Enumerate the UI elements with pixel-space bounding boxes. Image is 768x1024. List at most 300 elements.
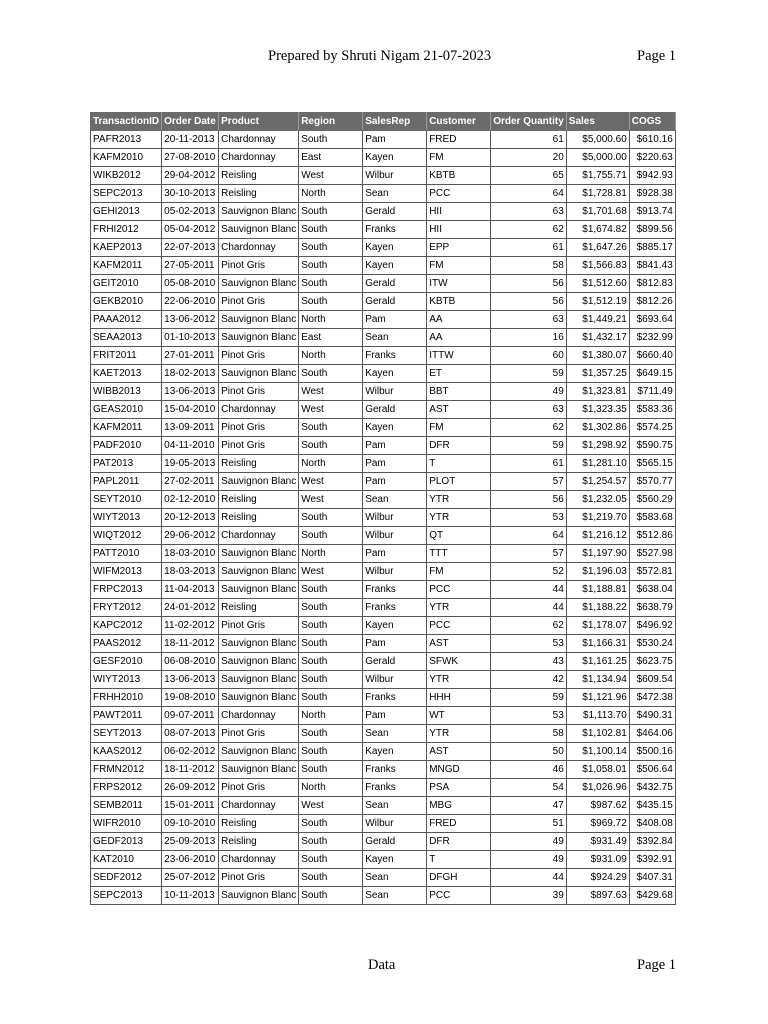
cell-sales-rep: Sean xyxy=(363,887,427,905)
cell-sales-rep: Franks xyxy=(363,689,427,707)
cell-region: South xyxy=(299,581,363,599)
cell-order-quantity: 49 xyxy=(491,851,567,869)
cell-product: Sauvignon Blanc xyxy=(219,473,299,491)
cell-customer: EPP xyxy=(427,239,491,257)
table-row xyxy=(91,779,676,797)
cell-sales-rep: Gerald xyxy=(363,401,427,419)
cell-cogs: $496.92 xyxy=(629,617,675,635)
cell-customer: FM xyxy=(427,257,491,275)
cell-cogs: $512.86 xyxy=(629,527,675,545)
cell-product: Sauvignon Blanc xyxy=(219,545,299,563)
cell-cogs: $530.24 xyxy=(629,635,675,653)
cell-product: Chardonnay xyxy=(219,851,299,869)
cell-product: Chardonnay xyxy=(219,149,299,167)
cell-order-date: 06-02-2012 xyxy=(162,743,219,761)
cell-product: Sauvignon Blanc xyxy=(219,689,299,707)
cell-order-date: 15-04-2010 xyxy=(162,401,219,419)
cell-sales: $5,000.60 xyxy=(566,131,629,149)
cell-product: Pinot Gris xyxy=(219,347,299,365)
cell-transaction-id: GEHI2013 xyxy=(91,203,162,221)
cell-customer: KBTB xyxy=(427,293,491,311)
cell-customer: MBG xyxy=(427,797,491,815)
cell-transaction-id: PAFR2013 xyxy=(91,131,162,149)
cell-customer: MNGD xyxy=(427,761,491,779)
cell-customer: FM xyxy=(427,149,491,167)
cell-region: North xyxy=(299,347,363,365)
cell-order-date: 01-10-2013 xyxy=(162,329,219,347)
table-row xyxy=(91,887,676,905)
cell-sales: $1,188.22 xyxy=(566,599,629,617)
cell-cogs: $660.40 xyxy=(629,347,675,365)
cell-region: South xyxy=(299,509,363,527)
cell-order-quantity: 49 xyxy=(491,833,567,851)
cell-customer: PCC xyxy=(427,185,491,203)
cell-transaction-id: PADF2010 xyxy=(91,437,162,455)
cell-sales-rep: Pam xyxy=(363,707,427,725)
cell-cogs: $506.64 xyxy=(629,761,675,779)
cell-cogs: $942.93 xyxy=(629,167,675,185)
column-header-customer: Customer xyxy=(427,113,491,131)
table-row xyxy=(91,491,676,509)
cell-sales: $1,357.25 xyxy=(566,365,629,383)
cell-cogs: $392.84 xyxy=(629,833,675,851)
cell-region: South xyxy=(299,293,363,311)
cell-sales-rep: Kayen xyxy=(363,239,427,257)
cell-product: Sauvignon Blanc xyxy=(219,221,299,239)
cell-transaction-id: FRIT2011 xyxy=(91,347,162,365)
cell-cogs: $693.64 xyxy=(629,311,675,329)
cell-sales-rep: Kayen xyxy=(363,257,427,275)
cell-transaction-id: WIYT2013 xyxy=(91,509,162,527)
cell-customer: YTR xyxy=(427,491,491,509)
cell-sales-rep: Wilbur xyxy=(363,671,427,689)
cell-product: Reisling xyxy=(219,491,299,509)
cell-transaction-id: WIFR2010 xyxy=(91,815,162,833)
cell-sales-rep: Franks xyxy=(363,779,427,797)
cell-transaction-id: PAT2013 xyxy=(91,455,162,473)
table-row xyxy=(91,329,676,347)
cell-product: Pinot Gris xyxy=(219,419,299,437)
cell-order-quantity: 64 xyxy=(491,185,567,203)
cell-order-quantity: 39 xyxy=(491,887,567,905)
cell-sales: $1,566.83 xyxy=(566,257,629,275)
sales-data-table xyxy=(90,112,676,905)
table-row xyxy=(91,203,676,221)
cell-order-quantity: 62 xyxy=(491,617,567,635)
cell-order-date: 18-11-2012 xyxy=(162,761,219,779)
cell-sales: $1,113.70 xyxy=(566,707,629,725)
cell-sales-rep: Franks xyxy=(363,761,427,779)
cell-sales: $1,197.90 xyxy=(566,545,629,563)
cell-sales-rep: Gerald xyxy=(363,203,427,221)
cell-sales-rep: Wilbur xyxy=(363,509,427,527)
cell-sales: $1,026.96 xyxy=(566,779,629,797)
cell-region: West xyxy=(299,401,363,419)
cell-product: Sauvignon Blanc xyxy=(219,761,299,779)
cell-region: South xyxy=(299,419,363,437)
cell-sales: $1,178.07 xyxy=(566,617,629,635)
cell-order-date: 13-06-2013 xyxy=(162,383,219,401)
column-header-product: Product xyxy=(219,113,299,131)
cell-order-date: 11-02-2012 xyxy=(162,617,219,635)
cell-sales: $1,323.81 xyxy=(566,383,629,401)
cell-sales-rep: Sean xyxy=(363,185,427,203)
cell-sales-rep: Gerald xyxy=(363,293,427,311)
cell-sales-rep: Kayen xyxy=(363,743,427,761)
cell-cogs: $812.83 xyxy=(629,275,675,293)
cell-order-date: 29-06-2012 xyxy=(162,527,219,545)
cell-region: West xyxy=(299,383,363,401)
table-row xyxy=(91,797,676,815)
cell-product: Chardonnay xyxy=(219,239,299,257)
cell-cogs: $928.38 xyxy=(629,185,675,203)
cell-order-date: 13-06-2012 xyxy=(162,311,219,329)
cell-region: South xyxy=(299,365,363,383)
cell-sales-rep: Pam xyxy=(363,437,427,455)
cell-sales: $1,219.70 xyxy=(566,509,629,527)
cell-sales: $1,161.25 xyxy=(566,653,629,671)
cell-region: South xyxy=(299,851,363,869)
cell-product: Pinot Gris xyxy=(219,869,299,887)
cell-customer: HII xyxy=(427,203,491,221)
cell-transaction-id: SEAA2013 xyxy=(91,329,162,347)
cell-sales-rep: Pam xyxy=(363,455,427,473)
cell-order-date: 25-09-2013 xyxy=(162,833,219,851)
table-row xyxy=(91,671,676,689)
cell-transaction-id: KAFM2011 xyxy=(91,257,162,275)
cell-sales: $1,432.17 xyxy=(566,329,629,347)
cell-cogs: $841.43 xyxy=(629,257,675,275)
table-row xyxy=(91,599,676,617)
cell-customer: ITTW xyxy=(427,347,491,365)
cell-transaction-id: KAPC2012 xyxy=(91,617,162,635)
cell-product: Reisling xyxy=(219,599,299,617)
table-row xyxy=(91,311,676,329)
table-row xyxy=(91,401,676,419)
table-row xyxy=(91,725,676,743)
cell-region: South xyxy=(299,653,363,671)
cell-order-quantity: 62 xyxy=(491,221,567,239)
cell-sales-rep: Pam xyxy=(363,131,427,149)
cell-transaction-id: PAAS2012 xyxy=(91,635,162,653)
cell-sales: $1,674.82 xyxy=(566,221,629,239)
cell-order-quantity: 52 xyxy=(491,563,567,581)
cell-order-quantity: 57 xyxy=(491,545,567,563)
table-row xyxy=(91,221,676,239)
cell-sales: $924.29 xyxy=(566,869,629,887)
cell-transaction-id: WIYT2013 xyxy=(91,671,162,689)
table-row xyxy=(91,455,676,473)
table-row xyxy=(91,167,676,185)
cell-customer: HHH xyxy=(427,689,491,707)
cell-sales: $1,166.31 xyxy=(566,635,629,653)
cell-transaction-id: WIBB2013 xyxy=(91,383,162,401)
cell-transaction-id: FRYT2012 xyxy=(91,599,162,617)
cell-product: Sauvignon Blanc xyxy=(219,653,299,671)
table-row xyxy=(91,761,676,779)
cell-transaction-id: GESF2010 xyxy=(91,653,162,671)
cell-order-quantity: 59 xyxy=(491,689,567,707)
cell-order-quantity: 65 xyxy=(491,167,567,185)
cell-sales: $1,134.94 xyxy=(566,671,629,689)
cell-order-date: 15-01-2011 xyxy=(162,797,219,815)
cell-order-date: 18-03-2013 xyxy=(162,563,219,581)
table-row xyxy=(91,257,676,275)
cell-sales-rep: Franks xyxy=(363,347,427,365)
cell-transaction-id: SEMB2011 xyxy=(91,797,162,815)
cell-product: Pinot Gris xyxy=(219,437,299,455)
cell-region: South xyxy=(299,671,363,689)
table-row xyxy=(91,275,676,293)
cell-sales: $1,254.57 xyxy=(566,473,629,491)
cell-order-quantity: 61 xyxy=(491,131,567,149)
cell-order-date: 02-12-2010 xyxy=(162,491,219,509)
table-row xyxy=(91,473,676,491)
cell-sales: $1,755.71 xyxy=(566,167,629,185)
cell-sales: $931.49 xyxy=(566,833,629,851)
cell-order-date: 09-10-2010 xyxy=(162,815,219,833)
cell-customer: WT xyxy=(427,707,491,725)
table-row xyxy=(91,869,676,887)
cell-order-quantity: 54 xyxy=(491,779,567,797)
cell-transaction-id: FRPS2012 xyxy=(91,779,162,797)
cell-customer: T xyxy=(427,851,491,869)
footer-page-number: Page 1 xyxy=(637,957,677,973)
cell-cogs: $407.31 xyxy=(629,869,675,887)
cell-region: South xyxy=(299,833,363,851)
cell-transaction-id: FRHI2012 xyxy=(91,221,162,239)
cell-order-date: 13-06-2013 xyxy=(162,671,219,689)
cell-order-quantity: 56 xyxy=(491,293,567,311)
cell-sales-rep: Kayen xyxy=(363,419,427,437)
cell-customer: YTR xyxy=(427,725,491,743)
cell-product: Chardonnay xyxy=(219,401,299,419)
prepared-by-text: Prepared by Shruti Nigam 21-07-2023 xyxy=(268,48,492,64)
cell-order-quantity: 53 xyxy=(491,707,567,725)
cell-order-quantity: 63 xyxy=(491,203,567,221)
header-row xyxy=(91,113,676,131)
cell-customer: YTR xyxy=(427,671,491,689)
cell-region: West xyxy=(299,491,363,509)
cell-sales-rep: Kayen xyxy=(363,365,427,383)
cell-region: South xyxy=(299,221,363,239)
cell-cogs: $560.29 xyxy=(629,491,675,509)
cell-region: West xyxy=(299,167,363,185)
cell-sales: $987.62 xyxy=(566,797,629,815)
cell-order-quantity: 63 xyxy=(491,401,567,419)
cell-region: South xyxy=(299,599,363,617)
column-header-transaction-id: TransactionID xyxy=(91,113,162,131)
cell-sales-rep: Sean xyxy=(363,797,427,815)
cell-transaction-id: KAT2010 xyxy=(91,851,162,869)
cell-product: Pinot Gris xyxy=(219,257,299,275)
cell-product: Sauvignon Blanc xyxy=(219,581,299,599)
cell-transaction-id: KAET2013 xyxy=(91,365,162,383)
column-header-sales: Sales xyxy=(566,113,629,131)
cell-region: North xyxy=(299,707,363,725)
cell-sales: $1,121.96 xyxy=(566,689,629,707)
table-row xyxy=(91,815,676,833)
cell-sales-rep: Sean xyxy=(363,869,427,887)
cell-product: Sauvignon Blanc xyxy=(219,563,299,581)
cell-cogs: $610.16 xyxy=(629,131,675,149)
cell-order-quantity: 63 xyxy=(491,311,567,329)
cell-product: Reisling xyxy=(219,833,299,851)
cell-customer: PCC xyxy=(427,581,491,599)
table-row xyxy=(91,293,676,311)
cell-customer: YTR xyxy=(427,599,491,617)
cell-sales-rep: Gerald xyxy=(363,833,427,851)
cell-product: Sauvignon Blanc xyxy=(219,329,299,347)
cell-product: Reisling xyxy=(219,167,299,185)
cell-order-date: 29-04-2012 xyxy=(162,167,219,185)
cell-sales-rep: Pam xyxy=(363,635,427,653)
cell-order-quantity: 49 xyxy=(491,383,567,401)
cell-order-date: 30-10-2013 xyxy=(162,185,219,203)
cell-order-quantity: 46 xyxy=(491,761,567,779)
cell-customer: AST xyxy=(427,635,491,653)
cell-region: South xyxy=(299,131,363,149)
cell-sales: $1,380.07 xyxy=(566,347,629,365)
cell-region: North xyxy=(299,185,363,203)
cell-customer: KBTB xyxy=(427,167,491,185)
cell-order-quantity: 47 xyxy=(491,797,567,815)
cell-cogs: $812.26 xyxy=(629,293,675,311)
cell-cogs: $490.31 xyxy=(629,707,675,725)
cell-order-date: 27-02-2011 xyxy=(162,473,219,491)
cell-customer: SFWK xyxy=(427,653,491,671)
cell-transaction-id: GEIT2010 xyxy=(91,275,162,293)
cell-customer: DFR xyxy=(427,437,491,455)
cell-transaction-id: SEPC2013 xyxy=(91,185,162,203)
cell-region: South xyxy=(299,869,363,887)
cell-order-date: 08-07-2013 xyxy=(162,725,219,743)
table-row xyxy=(91,383,676,401)
cell-customer: AST xyxy=(427,401,491,419)
cell-sales: $1,232.05 xyxy=(566,491,629,509)
cell-product: Pinot Gris xyxy=(219,779,299,797)
cell-order-date: 05-04-2012 xyxy=(162,221,219,239)
cell-region: East xyxy=(299,149,363,167)
cell-sales-rep: Sean xyxy=(363,725,427,743)
page-header xyxy=(0,48,768,68)
cell-order-date: 05-02-2013 xyxy=(162,203,219,221)
cell-order-quantity: 50 xyxy=(491,743,567,761)
cell-transaction-id: GEDF2013 xyxy=(91,833,162,851)
cell-sales-rep: Kayen xyxy=(363,149,427,167)
cell-transaction-id: KAEP2013 xyxy=(91,239,162,257)
cell-order-date: 23-06-2010 xyxy=(162,851,219,869)
cell-order-quantity: 42 xyxy=(491,671,567,689)
cell-product: Chardonnay xyxy=(219,797,299,815)
cell-cogs: $220.63 xyxy=(629,149,675,167)
cell-customer: HII xyxy=(427,221,491,239)
cell-transaction-id: SEYT2013 xyxy=(91,725,162,743)
cell-cogs: $572.81 xyxy=(629,563,675,581)
column-header-cogs: COGS xyxy=(629,113,675,131)
table-row xyxy=(91,149,676,167)
cell-sales: $1,302.86 xyxy=(566,419,629,437)
cell-order-quantity: 20 xyxy=(491,149,567,167)
cell-cogs: $408.08 xyxy=(629,815,675,833)
cell-order-quantity: 44 xyxy=(491,599,567,617)
cell-sales-rep: Wilbur xyxy=(363,815,427,833)
cell-product: Sauvignon Blanc xyxy=(219,203,299,221)
cell-order-date: 11-04-2013 xyxy=(162,581,219,599)
cell-sales: $1,728.81 xyxy=(566,185,629,203)
cell-transaction-id: GEAS2010 xyxy=(91,401,162,419)
cell-order-date: 25-07-2012 xyxy=(162,869,219,887)
cell-sales: $1,281.10 xyxy=(566,455,629,473)
cell-cogs: $638.79 xyxy=(629,599,675,617)
cell-product: Sauvignon Blanc xyxy=(219,275,299,293)
cell-order-date: 06-08-2010 xyxy=(162,653,219,671)
cell-cogs: $565.15 xyxy=(629,455,675,473)
cell-order-quantity: 62 xyxy=(491,419,567,437)
cell-transaction-id: FRHH2010 xyxy=(91,689,162,707)
cell-region: South xyxy=(299,743,363,761)
table-row xyxy=(91,545,676,563)
table-row xyxy=(91,833,676,851)
cell-region: North xyxy=(299,779,363,797)
cell-order-quantity: 51 xyxy=(491,815,567,833)
table-row xyxy=(91,653,676,671)
cell-region: South xyxy=(299,761,363,779)
cell-transaction-id: WIKB2012 xyxy=(91,167,162,185)
cell-order-date: 22-07-2013 xyxy=(162,239,219,257)
cell-product: Sauvignon Blanc xyxy=(219,365,299,383)
cell-order-quantity: 53 xyxy=(491,635,567,653)
cell-customer: PCC xyxy=(427,617,491,635)
cell-sales: $969.72 xyxy=(566,815,629,833)
column-header-order-date: Order Date xyxy=(162,113,219,131)
table-row xyxy=(91,563,676,581)
cell-transaction-id: FRPC2013 xyxy=(91,581,162,599)
cell-customer: PLOT xyxy=(427,473,491,491)
cell-order-quantity: 64 xyxy=(491,527,567,545)
cell-sales: $1,512.60 xyxy=(566,275,629,293)
cell-sales-rep: Wilbur xyxy=(363,563,427,581)
cell-product: Chardonnay xyxy=(219,707,299,725)
cell-order-date: 20-12-2013 xyxy=(162,509,219,527)
cell-cogs: $583.36 xyxy=(629,401,675,419)
cell-sales-rep: Wilbur xyxy=(363,527,427,545)
cell-sales-rep: Sean xyxy=(363,329,427,347)
cell-sales: $1,701.68 xyxy=(566,203,629,221)
cell-sales-rep: Pam xyxy=(363,545,427,563)
cell-sales: $1,449.21 xyxy=(566,311,629,329)
cell-customer: DFR xyxy=(427,833,491,851)
cell-transaction-id: KAAS2012 xyxy=(91,743,162,761)
cell-order-quantity: 58 xyxy=(491,257,567,275)
cell-region: South xyxy=(299,275,363,293)
cell-region: North xyxy=(299,311,363,329)
cell-customer: FRED xyxy=(427,131,491,149)
cell-sales: $1,323.35 xyxy=(566,401,629,419)
cell-order-quantity: 57 xyxy=(491,473,567,491)
cell-cogs: $885.17 xyxy=(629,239,675,257)
cell-order-quantity: 60 xyxy=(491,347,567,365)
cell-cogs: $500.16 xyxy=(629,743,675,761)
cell-customer: AST xyxy=(427,743,491,761)
cell-sales-rep: Wilbur xyxy=(363,167,427,185)
cell-order-date: 13-09-2011 xyxy=(162,419,219,437)
cell-order-date: 18-02-2013 xyxy=(162,365,219,383)
cell-transaction-id: PATT2010 xyxy=(91,545,162,563)
cell-cogs: $392.91 xyxy=(629,851,675,869)
cell-transaction-id: SEDF2012 xyxy=(91,869,162,887)
cell-region: West xyxy=(299,797,363,815)
